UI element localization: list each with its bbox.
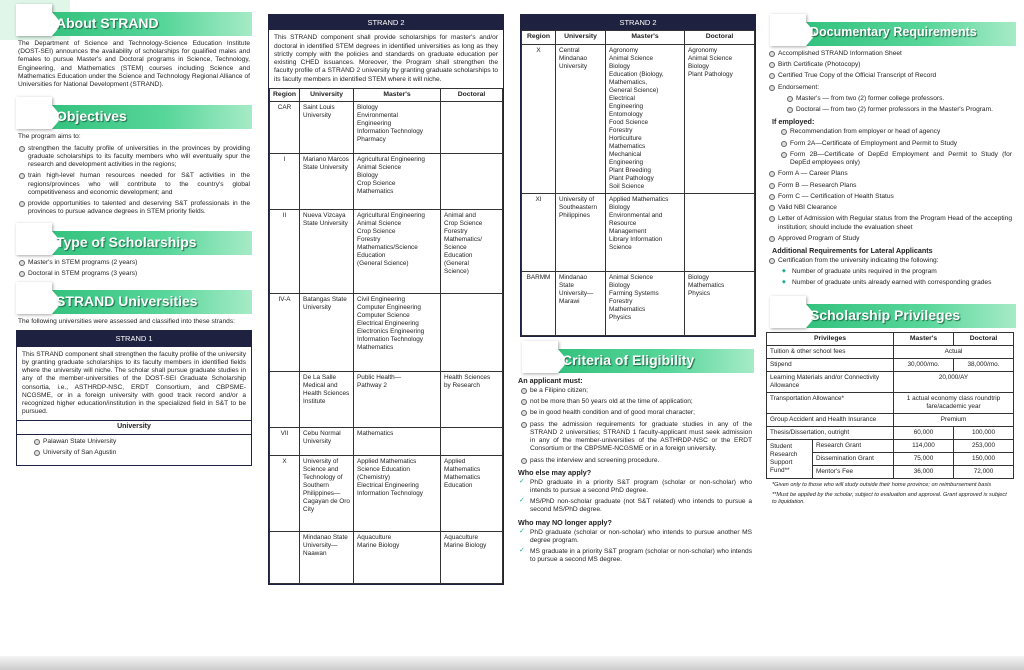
masters-cell: Biology Environmental Engineering Information Technology Pharmacy: [354, 102, 441, 154]
doctoral-cell: Aquaculture Marine Biology: [441, 532, 503, 584]
privileges-title: Scholarship Privileges: [810, 306, 961, 323]
panel-about: [0, 0, 262, 670]
table-row: [270, 102, 503, 154]
column-header: Privileges: [767, 332, 894, 345]
list-item: Recommendation from employer or head of agency: [790, 128, 1012, 136]
universities-title: STRAND Universities: [56, 292, 198, 309]
eligibility-header: [522, 341, 754, 373]
list-item: strengthen the faculty profile of universities in the provinces by providing graduate scholarships to its faculty members who will eventually spur the research and development activities in the regions;: [28, 144, 250, 169]
column-header: Region: [270, 88, 300, 101]
list-item: ✓ PhD graduate (scholar or non-scholar) who intends to pursue another MS degree program.: [530, 529, 752, 545]
masters-cell: Applied Mathematics Biology Environmental and Resource Management Library Information Science: [606, 193, 685, 271]
strand1-university-list: [17, 434, 251, 464]
strand1-heading: STRAND 1: [17, 331, 251, 346]
university-cell: Cebu Normal University: [300, 428, 354, 456]
types-title: Type of Scholarships: [56, 233, 197, 250]
university-cell: Saint Louis University: [300, 102, 354, 154]
region-cell: XI: [522, 193, 556, 271]
eligibility-must-heading: An applicant must:: [518, 375, 583, 385]
university-cell: De La Salle Medical and Health Sciences Institute: [300, 372, 354, 428]
table-row: [270, 294, 503, 372]
doctoral-cell: Applied Mathematics Mathematics Education: [441, 456, 503, 532]
table-row: [767, 393, 1014, 414]
list-item: be a Filipino citizen;: [530, 387, 752, 395]
column-header: Doctoral: [441, 88, 503, 101]
column-header: Master's: [894, 332, 954, 345]
list-item: not be more than 50 years old at the time of application;: [530, 398, 752, 406]
privilege-label: Thesis/Dissertation, outright: [767, 427, 894, 440]
masters-value: 30,000/mo.: [894, 359, 954, 372]
region-cell: II: [270, 210, 300, 294]
table-row: [270, 372, 503, 428]
strand2-box: [268, 14, 504, 585]
strand2b-box: [520, 14, 756, 337]
masters-cell: Public Health— Pathway 2: [354, 372, 441, 428]
table-row: [767, 440, 1014, 453]
region-cell: VII: [270, 428, 300, 456]
region-cell: X: [522, 44, 556, 193]
list-item: Valid NBI Clearance: [778, 204, 1012, 212]
strand2-table: [269, 88, 503, 584]
list-item: Doctoral in STEM programs (3 years): [28, 270, 250, 278]
about-title: About STRAND: [56, 15, 159, 31]
university-cell: Mindanao State University—Naawan: [300, 532, 354, 584]
region-cell: [270, 532, 300, 584]
list-item: Palawan State University: [43, 438, 245, 446]
doctoral-value: 100,000: [954, 427, 1014, 440]
privileges-header: [770, 296, 1016, 328]
list-item: Form B — Research Plans: [778, 182, 1012, 190]
strand1-body: This STRAND component shall strengthen the faculty profile of the university by granting graduate scholarships to its faculty members in identified fields where the university will niche. The scholar shall pursue graduate studies in any of the member-universities of the DOST-SEI Graduate Scholarship consortia, i.e., ASTHRDP-NSC, ERDT Consortium, and CBPSME-NCGSME, or in a foreign university with good track record and/or a recognized higher education/institution in the specialized field in S&T to be pursued.: [22, 350, 246, 416]
table-row: [270, 532, 503, 584]
doctoral-value: 38,000/mo.: [954, 359, 1014, 372]
table-row: [270, 456, 503, 532]
doctoral-cell: Health Sciences by Research: [441, 372, 503, 428]
privilege-value: Premium: [894, 414, 1014, 427]
objectives-title: Objectives: [56, 108, 127, 125]
strand1-box: [16, 330, 252, 465]
region-cell: [270, 372, 300, 428]
list-item: Master's — from two (2) former college professors.: [796, 95, 1012, 103]
masters-cell: Civil Engineering Computer Engineering Computer Science Electrical Engineering Electronics Engineering Information Technology Mathematics: [354, 294, 441, 372]
types-header: [16, 223, 252, 255]
lateral-sub-list: [762, 268, 1024, 287]
masters-cell: Agricultural Engineering Animal Science Crop Science Forestry Mathematics/Science Education (General Science): [354, 210, 441, 294]
privilege-label: Stipend: [767, 359, 894, 372]
list-item: ✓ MS graduate in a priority S&T program (scholar or non-scholar) who intends to pursue a second MS degree.: [530, 548, 752, 564]
table-row: [270, 154, 503, 210]
table-row: [270, 428, 503, 456]
masters-cell: Applied Mathematics Science Education (Chemistry) Electrical Engineering Information Technology: [354, 456, 441, 532]
column-header: University: [556, 31, 606, 44]
lateral-heading: Additional Requirements for Lateral Applicants: [772, 245, 933, 255]
list-item: University of San Agustin: [43, 449, 245, 457]
employed-list: [762, 128, 1024, 167]
list-item: pass the interview and screening procedure.: [530, 457, 752, 465]
table-row: [767, 346, 1014, 359]
about-body: The Department of Science and Technology-Science Education Institute (DOST-SEI) announces the availability of scholarships for qualified males and females to pursue Master's and Doctoral programs in Science, Technology, Engineering, and Mathematics (STEM) courses including Science and Mathematics Education under the Science and Technology Regional Alliance of Universities for National Development (STRAND).: [18, 40, 250, 89]
eligibility-nolonger-list: [514, 529, 760, 565]
list-item: train high-level human resources needed for S&T activities in the regions/provinces who will contribute to the country's global competitiveness and economic development; and: [28, 172, 250, 196]
list-item: Letter of Admission with Regular status from the Program Head of the accepting institution; should include the evaluation sheet: [778, 215, 1012, 231]
doctoral-value: 72,000: [954, 466, 1014, 479]
privilege-label: Tuition & other school fees: [767, 346, 894, 359]
column-header: Doctoral: [954, 332, 1014, 345]
strand1-university-heading: University: [17, 420, 251, 434]
privilege-value: 20,000/AY: [894, 372, 1014, 393]
masters-cell: Mathematics: [354, 428, 441, 456]
types-list: [0, 259, 262, 278]
university-cell: Batangas State University: [300, 294, 354, 372]
strand2b-heading: STRAND 2: [521, 15, 755, 30]
eligibility-nolonger-heading: Who may NO longer apply?: [518, 517, 612, 527]
list-item: Certified True Copy of the Official Transcript of Record: [778, 72, 1012, 80]
masters-value: 75,000: [894, 453, 954, 466]
region-cell: X: [270, 456, 300, 532]
table-row: [522, 193, 755, 271]
research-fund-label: Student Research Support Fund**: [767, 440, 813, 479]
doctoral-cell: Animal and Crop Science Forestry Mathematics/ Science Education (General Science): [441, 210, 503, 294]
eligibility-title: Criteria of Eligibility: [562, 351, 695, 368]
list-item: be in good health condition and of good moral character;: [530, 409, 752, 417]
table-row: [522, 44, 755, 193]
table-row: [767, 359, 1014, 372]
doctoral-cell: [441, 102, 503, 154]
doctoral-cell: Biology Mathematics Physics: [685, 271, 755, 335]
lateral-list: [762, 257, 1024, 265]
employed-heading: If employed:: [772, 117, 815, 127]
panel-strand2: [264, 0, 510, 670]
region-cell: IV-A: [270, 294, 300, 372]
list-item: Master's in STEM programs (2 years): [28, 259, 250, 267]
column-header: Master's: [606, 31, 685, 44]
universities-intro: The following universities were assessed and classified into these strands:: [18, 317, 235, 325]
privilege-label: Learning Materials and/or Connectivity Allowance: [767, 372, 894, 393]
objectives-header: [16, 97, 252, 129]
doctoral-cell: Agronomy Animal Science Biology Plant Pathology: [685, 44, 755, 193]
masters-value: 114,000: [894, 440, 954, 453]
strand2-heading: STRAND 2: [269, 15, 503, 30]
about-header: [16, 4, 252, 36]
list-item: provide opportunities to talented and deserving S&T professionals in the provinces to pursue advance degrees in STEM priority fields.: [28, 200, 250, 216]
privilege-label: Research Grant: [813, 440, 894, 453]
privilege-label: Mentor's Fee: [813, 466, 894, 479]
list-item: ✓ PhD graduate in a priority S&T program (scholar or non-scholar) who intends to pursue a second PhD degree.: [530, 479, 752, 495]
objectives-intro: The program aims to:: [18, 133, 81, 141]
masters-cell: Animal Science Biology Farming Systems Forestry Mathematics Physics: [606, 271, 685, 335]
table-row: [522, 271, 755, 335]
doctoral-cell: [441, 428, 503, 456]
masters-value: 60,000: [894, 427, 954, 440]
masters-cell: Agronomy Animal Science Biology Education (Biology, Mathematics, General Science) Electrical Engineering Entomology Food Science Forestry Horticulture Mathematics Mechanical Engineering Plant Breeding Plant Pathology Soil Science: [606, 44, 685, 193]
table-row: [767, 427, 1014, 440]
strand2-body: This STRAND component shall provide scholarships for master's and/or doctoral in identified STEM degrees in identified universities as long as they strictly comply with the policies and standards on graduate education per existing CHED issuances. Moreover, the Program shall strengthen the faculty profile of a STRAND 2 university by granting graduate scholarships to its faculty members in identified STEM where it will niche.: [274, 34, 498, 83]
masters-cell: Agricultural Engineering Animal Science Biology Crop Science Mathematics: [354, 154, 441, 210]
list-item: ◆ Number of graduate units required in the program: [792, 268, 1012, 276]
list-item: Approved Program of Study: [778, 235, 1012, 243]
masters-value: 36,000: [894, 466, 954, 479]
list-item: Form A — Career Plans: [778, 170, 1012, 178]
list-item: Form C — Certification of Health Status: [778, 193, 1012, 201]
list-item: Form 2B—Certificate of DepEd Employment and Permit to Study (for DepEd employees only): [790, 150, 1012, 167]
eligibility-must-list: [514, 387, 760, 465]
list-item: Certification from the university indicating the following:: [778, 257, 1012, 265]
university-cell: Mariano Marcos State University: [300, 154, 354, 210]
table-row: [767, 372, 1014, 393]
documents-list: [762, 50, 1024, 92]
university-cell: University of Science and Technology of Southern Philippines—Cagayan de Oro City: [300, 456, 354, 532]
eligibility-may-heading: Who else may apply?: [518, 467, 592, 477]
objectives-list: [0, 145, 262, 217]
endorsement-list: [762, 95, 1024, 114]
list-item: Doctoral — from two (2) former professors in the Master's Program.: [796, 106, 1012, 114]
doctoral-value: 150,000: [954, 453, 1014, 466]
table-row: [767, 414, 1014, 427]
panel-requirements: [762, 0, 1024, 670]
documents-header: [770, 14, 1016, 46]
region-cell: BARMM: [522, 271, 556, 335]
column-header: University: [300, 88, 354, 101]
universities-header: [16, 282, 252, 314]
column-header: Doctoral: [685, 31, 755, 44]
privilege-label: Group Accident and Health Insurance: [767, 414, 894, 427]
list-item: ✓ MS/PhD non-scholar graduate (not S&T related) who intends to pursue a second MS/PhD degree.: [530, 498, 752, 514]
privilege-label: Dissemination Grant: [813, 453, 894, 466]
university-cell: Nueva Vizcaya State University: [300, 210, 354, 294]
masters-cell: Aquaculture Marine Biology: [354, 532, 441, 584]
column-header: Region: [522, 31, 556, 44]
column-header: Master's: [354, 88, 441, 101]
doctoral-cell: [441, 154, 503, 210]
doctoral-cell: [441, 294, 503, 372]
university-cell: Mindanao State University—Marawi: [556, 271, 606, 335]
privilege-value: Actual: [894, 346, 1014, 359]
university-cell: Central Mindanao University: [556, 44, 606, 193]
list-item: Birth Certificate (Photocopy): [778, 61, 1012, 69]
documents-list-2: [762, 170, 1024, 243]
list-item: pass the admission requirements for graduate studies in any of the STRAND 2 universities; STRAND 1 faculty-applicant must seek admission in any of the member-universities of the ASTHRDP-NSC or the ERDT Consortium or the CBPSME-NCGSME or in a foreign university.: [530, 420, 752, 453]
strand2b-table: [521, 30, 755, 335]
region-cell: CAR: [270, 102, 300, 154]
privilege-label: Transportation Allowance*: [767, 393, 894, 414]
list-item: Accomplished STRAND Information Sheet: [778, 50, 1012, 58]
list-item: ◆ Number of graduate units already earned with corresponding grades: [792, 279, 1012, 287]
footnote-2: **Must be applied by the scholar, subject to evaluation and approval. Grant approved is subject to liquidation.: [772, 492, 1007, 506]
privileges-table: [766, 332, 1014, 479]
list-item: Form 2A—Certificate of Employment and Permit to Study: [790, 140, 1012, 148]
bottom-fold-strip: [0, 656, 1024, 670]
table-row: [270, 210, 503, 294]
documents-title: Documentary Requirements: [810, 25, 977, 39]
university-cell: University of Southeastern Philippines: [556, 193, 606, 271]
privilege-value: 1 actual economy class roundtrip fare/academic year: [894, 393, 1014, 414]
list-item: Endorsement:: [778, 84, 1012, 92]
footnote-1: *Given only to those who will study outside their home province; on reimbursement basis: [772, 482, 992, 489]
doctoral-value: 253,000: [954, 440, 1014, 453]
eligibility-may-list: [514, 479, 760, 515]
region-cell: I: [270, 154, 300, 210]
doctoral-cell: [685, 193, 755, 271]
panel-strand2-continued: [514, 0, 760, 670]
privileges-table-wrap: [766, 332, 1014, 509]
